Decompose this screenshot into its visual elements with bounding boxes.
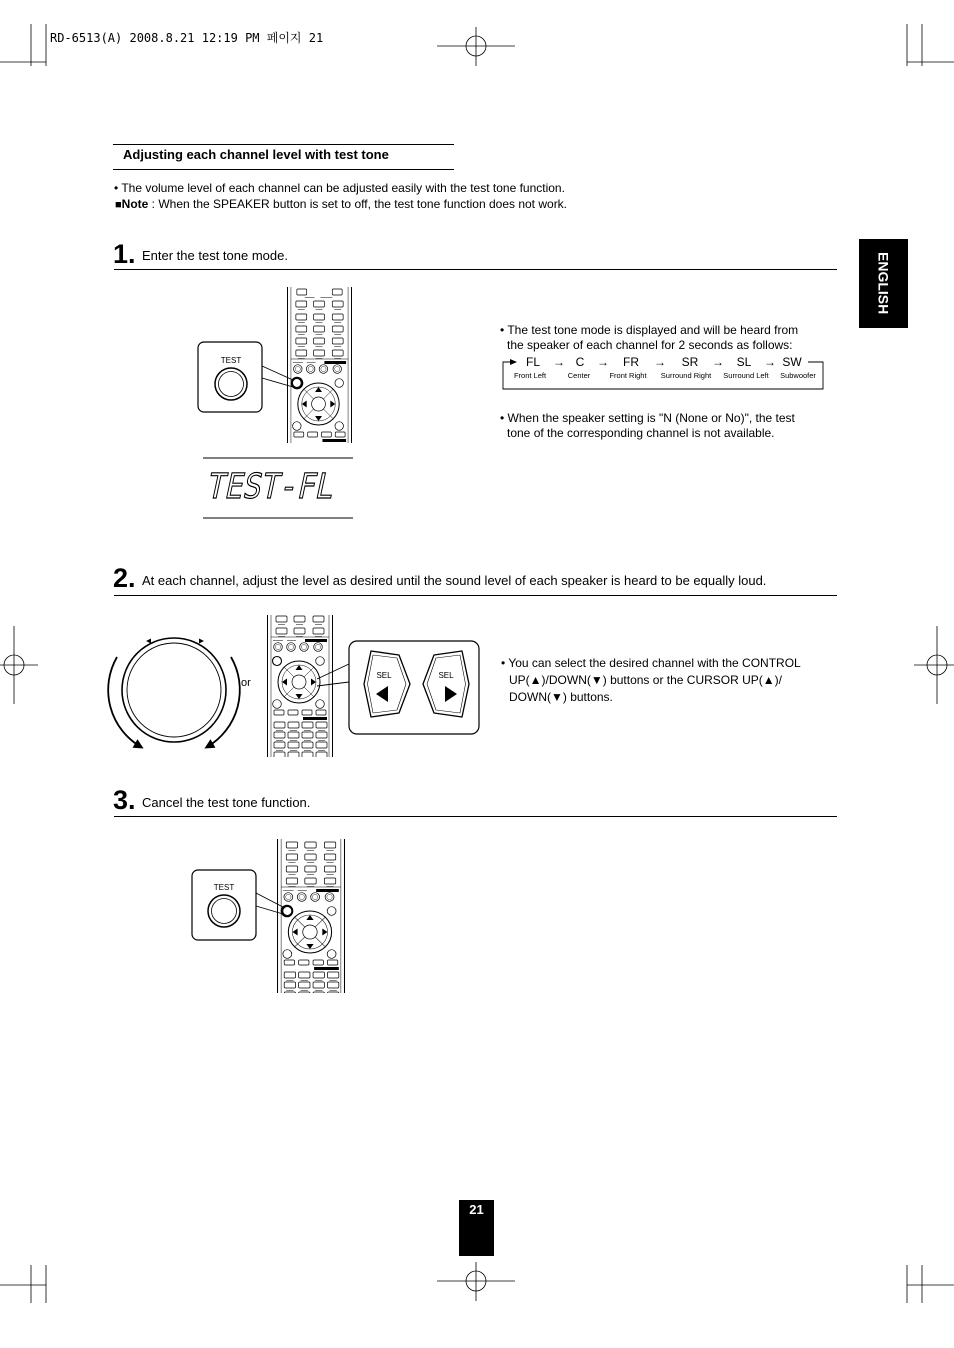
step-rule [114,269,837,270]
remote-control-step2 [268,555,333,785]
language-tab-label: ENGLISH [875,252,892,315]
sequence-arrow-icon: → [764,355,776,369]
channel-code: FL [525,355,541,369]
bullet: • [500,411,505,425]
note-text: DOWN(▼) buttons. [509,690,613,704]
section-title-top-rule [113,144,454,145]
step-number: 1. [113,239,136,269]
note-text: The test tone mode is displayed and will be heard from [507,323,799,337]
step-text: Cancel the test tone function. [142,795,311,810]
registration-mark-bottom [437,1262,515,1301]
note-label: Note [121,197,149,211]
note-text: the speaker of each channel for 2 seconds as follows: [507,338,793,352]
note-line [115,197,567,212]
test-callout-step1 [198,342,293,412]
step-text: Enter the test tone mode. [142,248,288,263]
sequence-arrow-icon: → [712,355,724,369]
sel-left-label: SEL [376,671,392,680]
note-text: tone of the corresponding channel is not available. [507,426,775,440]
channel-name: Surround Left [723,371,769,380]
channel-code: FR [623,355,639,369]
registration-mark-top [437,27,515,66]
test-callout-label: TEST [220,356,242,365]
channel-name: Surround Right [660,371,712,380]
step-rule [114,595,837,596]
display-readout: TEST-FL [203,466,339,508]
note-line [500,411,795,425]
intro-text: The volume level of each channel can be adjusted easily with the test tone function. [121,181,565,195]
note-text: You can select the desired channel with the CONTROL [508,656,801,670]
registration-mark-right [914,626,954,704]
bullet: • [114,181,119,195]
remote-control-step3 [278,805,345,1035]
sel-right-label: SEL [438,671,454,680]
test-button-icon [208,895,240,927]
note-text: UP(▲)/DOWN(▼) buttons or the CURSOR UP(▲)/ [509,673,782,687]
left-arrow-icon [146,639,151,644]
sequence-arrow-icon: → [553,355,565,369]
note-square-icon: ■ [115,199,122,211]
channel-name: Front Right [609,371,647,380]
bullet: • [500,323,505,337]
right-arrow-icon [199,639,204,644]
language-tab [859,239,908,328]
sel-callout [317,641,479,734]
print-info: RD-6513(A) 2008.8.21 12:19 PM 페이지 21 [50,31,324,45]
test-callout-label: TEST [213,883,235,892]
registration-mark-left [0,626,38,704]
note-text: : When the SPEAKER button is set to off, the test tone function does not work. [151,197,568,211]
page-number: 21 [469,1202,484,1217]
step-number: 2. [113,563,136,593]
sequence-arrow-icon: → [654,355,666,369]
channel-code: SW [782,355,802,369]
channel-code: SL [736,355,752,369]
knob-inner-ring [127,643,221,737]
or-label: or [241,677,251,689]
intro-bullet-line [114,181,565,195]
test-callout-step3 [192,870,283,940]
test-button-icon [215,368,247,400]
note-line [500,323,798,337]
step-rule [114,816,837,817]
note-text: When the speaker setting is "N (None or No)", the test [507,411,795,425]
channel-code: C [575,355,585,369]
channel-name: Subwoofer [780,371,816,380]
step-text: At each channel, adjust the level as desired until the sound level of each speaker is heard to be equally loud. [142,573,767,588]
page-number-tab [459,1200,494,1256]
step-number: 3. [113,785,136,815]
section-title-bottom-rule [113,169,454,170]
section-title: Adjusting each channel level with test tone [123,147,389,162]
note-line [501,656,801,670]
channel-code: SR [681,355,699,369]
bullet: • [501,656,506,670]
channel-name: Front Left [513,371,547,380]
channel-name: Center [567,371,591,380]
multi-control-knob [108,638,240,747]
sequence-arrow-icon: → [597,355,609,369]
